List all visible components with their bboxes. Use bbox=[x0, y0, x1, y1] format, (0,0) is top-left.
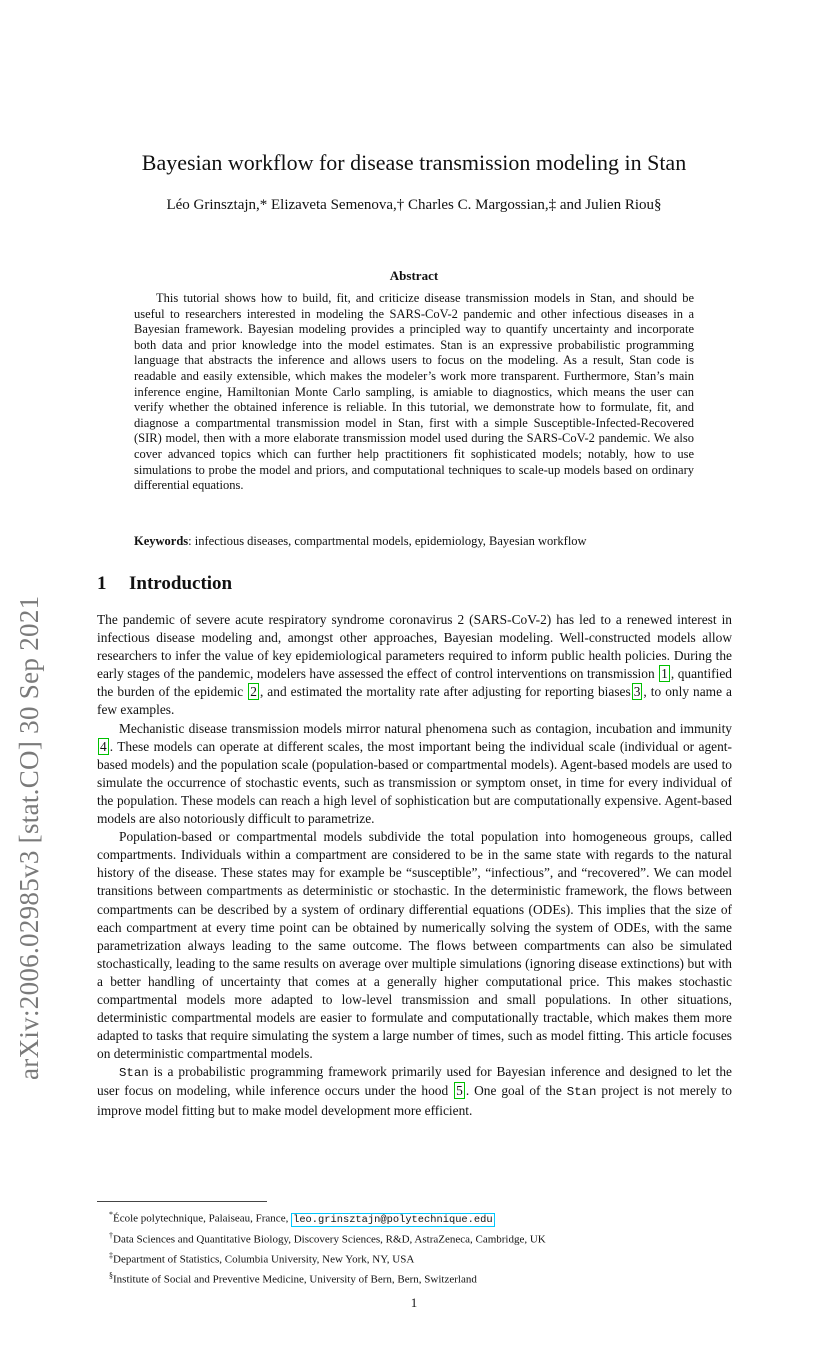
paper-title: Bayesian workflow for disease transmission modeling in Stan bbox=[141, 150, 687, 175]
footnote: §Institute of Social and Preventive Medicine, University of Bern, Bern, Switzerland bbox=[109, 1270, 477, 1286]
citation-link[interactable]: 3 bbox=[633, 684, 641, 700]
keywords-text: : infectious diseases, compartmental models, epidemiology, Bayesian workflow bbox=[188, 534, 587, 548]
footnote: ‡Department of Statistics, Columbia University, New York, NY, USA bbox=[109, 1250, 415, 1266]
abstract-heading: Abstract bbox=[389, 268, 439, 283]
paragraph: The pandemic of severe acute respiratory syndrome coronavirus 2 (SARS-CoV-2) has led to a renewed interest in infectious disease modeling and, amongst other approaches, Bayesian modeling. Well-constructed models allow researchers to infer the value of key epidemiological parameters required to inform public health policies. During the early stages of the pandemic, modelers have assessed the effect of control interventions on transmission 1 , quantified the burden of the epidemic 2 , and estimated the mortality rate after adjusting for reporting biases 3 , to only name a few examples. bbox=[97, 612, 733, 718]
keywords-label: Keywords bbox=[134, 534, 189, 548]
abstract-text: This tutorial shows how to build, fit, and criticize disease transmission models in Stan, and should be useful to researchers interested in modeling the SARS-CoV-2 pandemic and other infectious diseases in a Bayesian framework. Bayesian modeling provides a principled way to quantify uncertainty and incorporate both data and prior knowledge into the model estimates. Stan is an expressive probabilistic programming language that abstracts the inference and allows users to focus on the modeling. As a result, Stan code is readable and easily extensible, which makes the modeler’s work more transparent. Furthermore, Stan’s main inference engine, Hamiltonian Monte Carlo sampling, is amiable to diagnostics, which means the user can verify whether the obtained inference is reliable. In this tutorial, we demonstrate how to formulate, fit, and diagnose a compartmental transmission model in Stan, first with a simple Susceptible-Infected-Recovered (SIR) model, then with a more elaborate transmission model used during the SARS-CoV-2 pandemic. We also cover advanced topics which can further help practitioners fit sophisticated models; notably, how to use simulations to probe the model and priors, and computational techniques to scale-up models based on ordinary differential equations. bbox=[134, 291, 694, 493]
section-title: Introduction bbox=[129, 573, 233, 594]
page-number: 1 bbox=[410, 1295, 418, 1310]
citation-link[interactable]: 4 bbox=[100, 738, 107, 754]
paragraph: Mechanistic disease transmission models mirror natural phenomena such as contagion, incubation and immunity 4 . These models can operate at different scales, the most important being the individual scale (individual or agent-based models) and the population scale (population-based or compartmental models). Agent-based models are used to simulate the occurrence of stochastic events, such as transmission or symptom onset, in time for every individual of the population. These models can reach a high level of sophistication but are computationally expensive. Agent-based models are also notoriously difficult to parametrize. bbox=[97, 720, 732, 827]
body-text bbox=[97, 611, 732, 1120]
keywords bbox=[134, 533, 694, 549]
author-list: Léo Grinsztajn,* Elizaveta Semenova,† Charles C. Margossian,‡ and Julien Riou§ bbox=[166, 197, 662, 213]
paragraph: Stan is a probabilistic programming framework primarily used for Bayesian inference and designed to let the user focus on modeling, while inference occurs under the hood 5 . One goal of the Stan project is not merely to improve model fitting but to make model development more efficient. bbox=[97, 1064, 732, 1118]
paragraph: Population-based or compartmental models subdivide the total population into homogeneous groups, called compartments. Individuals within a compartment are considered to be in the same state with regards to the natural history of the disease. These states may for example be “susceptible”, “infectious”, and “recovered”. We can model transitions between compartments as deterministic or stochastic. In the deterministic framework, the flows between compartments can be described by a system of ordinary differential equations (ODEs). This implies that the size of each compartment at every time point can be obtained by numerically solving the system of ODEs, with the same parametrization always leading to the same outcome. The flows between compartments can also be simulated stochastically, leading to the same results on average over multiple simulations (ignoring disease extinctions) but with a better handling of uncertainty that comes at a generally higher computational price. This makes stochastic compartmental models more adapted to low-level transmission and small populations. In other situations, deterministic compartmental models are easier to formulate and computationally tractable, which makes them more adapted to tasks that require simulating the system a large number of times, such as model fitting. This article focuses on deterministic compartmental models. bbox=[97, 829, 732, 1062]
footnote: †Data Sciences and Quantitative Biology, Discovery Sciences, R&D, AstraZeneca, Cambridge, UK bbox=[109, 1230, 546, 1246]
footnote: *École polytechnique, Palaiseau, France, leo.grinsztajn@polytechnique.edu bbox=[109, 1210, 493, 1226]
citation-link[interactable]: 2 bbox=[250, 684, 257, 700]
citation-link[interactable]: 5 bbox=[456, 1083, 463, 1099]
arxiv-stamp: arXiv:2006.02985v3 [stat.CO] 30 Sep 2021 bbox=[14, 595, 44, 1080]
code-term: Stan bbox=[566, 1085, 597, 1100]
footnote-rule bbox=[97, 1201, 267, 1202]
email-link[interactable]: leo.grinsztajn@polytechnique.edu bbox=[293, 1213, 493, 1226]
footnotes bbox=[97, 1207, 737, 1287]
code-term: Stan bbox=[119, 1066, 149, 1081]
section-number: 1 bbox=[97, 573, 107, 594]
section-heading bbox=[97, 573, 232, 595]
citation-link[interactable]: 1 bbox=[661, 666, 668, 682]
